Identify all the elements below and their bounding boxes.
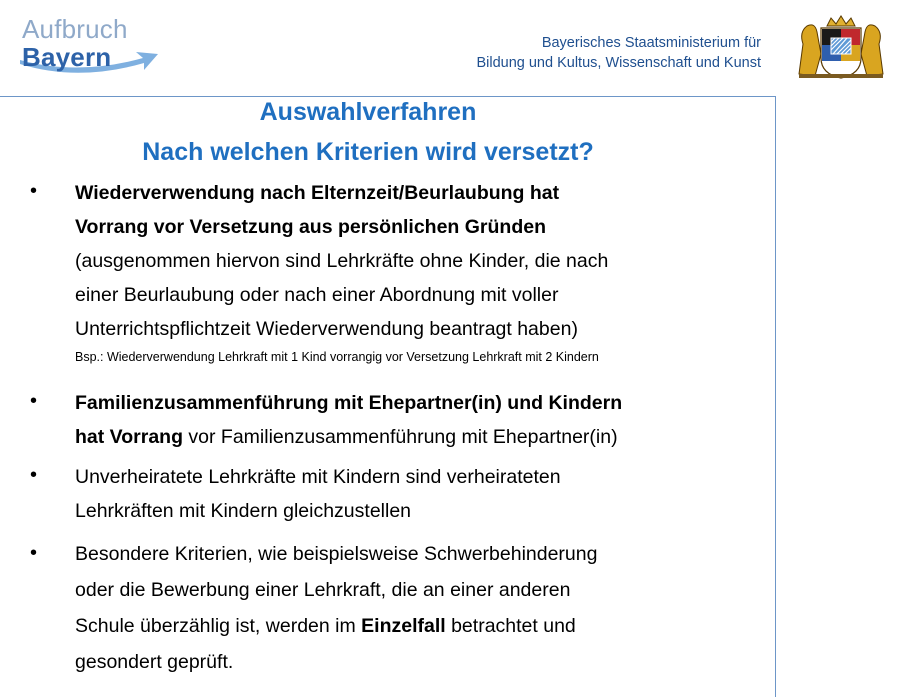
criterion-1-example: Bsp.: Wiederverwendung Lehrkraft mit 1 Kind vorrangig vor Versetzung Lehrkraft mit 2 Kindern (75, 350, 599, 364)
aufbruch-bayern-logo (18, 14, 158, 78)
criterion-1-bold-line-1: Wiederverwendung nach Elternzeit/Beurlaubung hat (75, 182, 560, 204)
ministry-line-2: Bildung und Kultus, Wissenschaft und Kunst (476, 55, 761, 71)
criterion-4-line-3-start: Schule überzählig ist, werden im (75, 615, 362, 637)
criterion-1-line-4: einer Beurlaubung oder nach einer Abordnung mit voller (75, 284, 559, 306)
criterion-3-line-2: Lehrkräften mit Kindern gleichzustellen (75, 500, 412, 522)
criterion-3-text (75, 460, 561, 528)
bullet-marker: • (30, 390, 38, 412)
criterion-1-text (75, 176, 608, 346)
logo-text-aufbruch: Aufbruch (22, 14, 128, 44)
slide-title: Auswahlverfahren (259, 98, 477, 126)
bullet-marker: • (30, 464, 38, 486)
slide-subtitle: Nach welchen Kriterien wird versetzt? (142, 138, 594, 166)
criterion-4-emphasis: Einzelfall (361, 615, 446, 637)
ministry-line-1: Bayerisches Staatsministerium für (541, 35, 761, 51)
criterion-4-line-1: Besondere Kriterien, wie beispielsweise Schwerbehinderung (75, 543, 598, 565)
criterion-3-line-1: Unverheiratete Lehrkräfte mit Kindern sind verheirateten (75, 466, 561, 488)
criterion-1-bold-line-2: Vorrang vor Versetzung aus persönlichen Gründen (75, 216, 546, 238)
criterion-4-line-2: oder die Bewerbung einer Lehrkraft, die an einer anderen (75, 579, 571, 601)
criterion-2-bold-line-1: Familienzusammenführung mit Ehepartner(in) und Kindern (75, 392, 623, 414)
criterion-4-text (75, 536, 597, 680)
bullet-marker: • (30, 542, 38, 564)
criterion-4-line-3-end: betrachtet und (445, 615, 576, 637)
criterion-4-line-4: gesondert geprüft. (75, 651, 234, 673)
bavarian-coat-of-arms-icon (793, 14, 889, 80)
bullet-marker: • (30, 180, 38, 202)
criterion-2-text (75, 386, 622, 454)
logo-text-bayern: Bayern (22, 42, 112, 72)
criterion-1-line-5: Unterrichtspflichtzeit Wiederverwendung beantragt haben) (75, 318, 578, 340)
ministry-name (476, 33, 761, 73)
criterion-1-line-3: (ausgenommen hiervon sind Lehrkräfte ohne Kinder, die nach (75, 250, 609, 272)
criterion-2-bold-line-2: hat Vorrang (75, 426, 183, 448)
criterion-2-line-2-rest: vor Familienzusammenführung mit Ehepartner(in) (182, 426, 618, 448)
